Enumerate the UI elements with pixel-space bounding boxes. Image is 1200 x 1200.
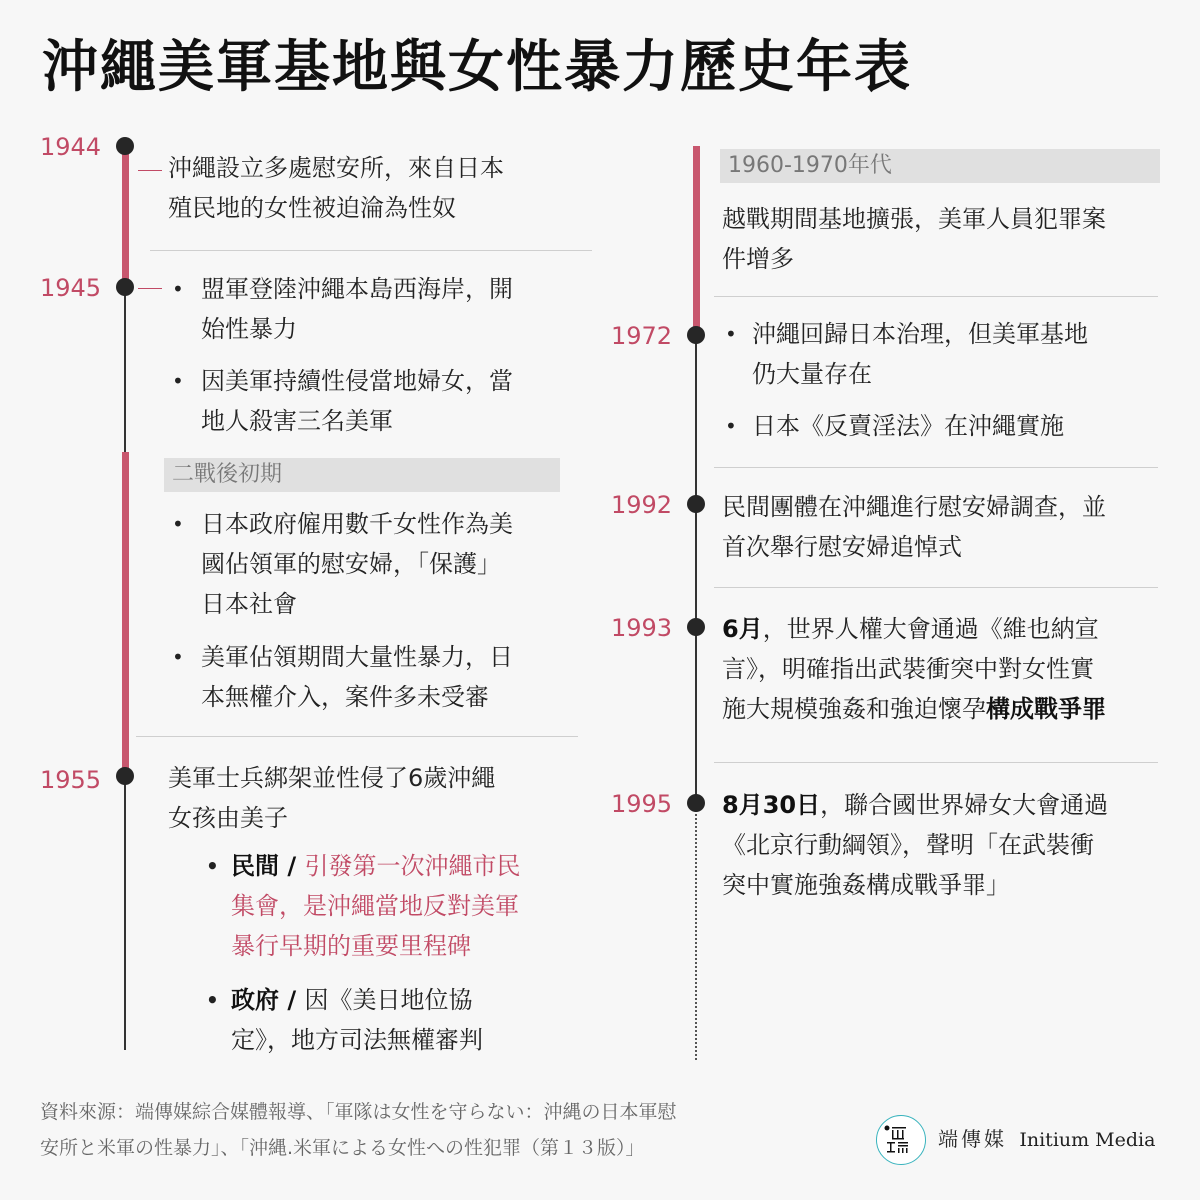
page-title: 沖繩美軍基地與女性暴力歷史年表 xyxy=(42,35,912,100)
event-1960s-text xyxy=(722,199,1106,279)
bullet-line: 仍大量存在 xyxy=(752,360,872,388)
event-1995-lead: 8月30日 xyxy=(722,791,821,819)
separator: / xyxy=(279,986,305,1014)
bullet-line: 本無權介入，案件多未受審 xyxy=(201,683,489,711)
event-1972-bullet-2 xyxy=(752,406,1064,446)
bullet-line: 盟軍登陸沖繩本島西海岸，開 xyxy=(201,275,513,303)
event-1944-text xyxy=(168,148,504,228)
year-1992: 1992 xyxy=(611,491,673,519)
connector-1944 xyxy=(138,170,162,171)
divider xyxy=(714,296,1158,297)
event-1992-text xyxy=(722,487,1106,567)
divider xyxy=(136,736,578,737)
event-1995-line: ，聯合國世界婦女大會通過 xyxy=(820,791,1109,819)
bullet-line: 因美軍持續性侵當地婦女，當 xyxy=(201,367,513,395)
source-line: 資料來源：端傳媒綜合媒體報導、「軍隊は女性を守らない：沖縄の日本軍慰 xyxy=(40,1101,677,1123)
bullet-dot: • xyxy=(172,645,184,669)
separator: / xyxy=(279,852,305,880)
year-1995: 1995 xyxy=(611,790,673,818)
timeline-dot-1993 xyxy=(687,618,705,636)
year-1993: 1993 xyxy=(611,614,673,642)
bullet-dot: • xyxy=(725,322,737,346)
bullet-dot: • xyxy=(206,854,219,878)
source-note xyxy=(40,1094,677,1166)
brand-name xyxy=(938,1124,1155,1155)
postwar-bullet-1 xyxy=(201,504,513,624)
bullet-line: 沖繩回歸日本治理，但美軍基地 xyxy=(752,320,1088,348)
year-1944: 1944 xyxy=(40,133,102,161)
bullet-line: 美軍佔領期間大量性暴力，日 xyxy=(201,643,513,671)
bullet-dot: • xyxy=(172,369,184,393)
bullet-line: 地人殺害三名美軍 xyxy=(201,407,393,435)
divider xyxy=(150,250,592,251)
civil-line: 暴行早期的重要里程碑 xyxy=(231,932,471,960)
period-label-postwar: 二戰後初期 xyxy=(164,458,560,492)
civil-line: 集會，是沖繩當地反對美軍 xyxy=(231,892,519,920)
event-1972-bullet-1 xyxy=(752,314,1088,394)
event-1955-text xyxy=(168,758,495,838)
logo-glyph-icon xyxy=(877,1116,925,1164)
event-1993-line: 施大規模強姦和強迫懷孕 xyxy=(722,695,986,723)
timeline-dot-1944 xyxy=(116,137,134,155)
civil-label: 民間 xyxy=(231,852,279,880)
brand-name-en: Initium Media xyxy=(1019,1129,1156,1151)
event-1993-line: 言》，明確指出武裝衝突中對女性實 xyxy=(722,655,1094,683)
government-line: 定》，地方司法無權審判 xyxy=(231,1026,483,1054)
event-1993-line: ，世界人權大會通過《維也納宣 xyxy=(762,615,1099,643)
event-1960s-line: 件增多 xyxy=(722,245,794,273)
event-1993-emphasis: 構成戰爭罪 xyxy=(986,695,1106,723)
right-timeline-continuation xyxy=(695,810,697,1060)
right-period-bar-1960s xyxy=(693,146,700,328)
postwar-bullet-2 xyxy=(201,637,513,717)
bullet-dot: • xyxy=(725,414,737,438)
connector-1945 xyxy=(138,288,162,289)
divider xyxy=(714,467,1158,468)
bullet-dot: • xyxy=(172,512,184,536)
timeline-dot-1995 xyxy=(687,794,705,812)
government-label: 政府 xyxy=(231,986,279,1014)
event-1955-line: 女孩由美子 xyxy=(168,804,288,832)
year-1945: 1945 xyxy=(40,274,102,302)
bullet-line: 日本《反賣淫法》在沖繩實施 xyxy=(752,412,1064,440)
year-1955: 1955 xyxy=(40,766,102,794)
bullet-dot: • xyxy=(206,988,219,1012)
event-1944-line: 殖民地的女性被迫淪為性奴 xyxy=(168,194,456,222)
bullet-line: 始性暴力 xyxy=(201,315,297,343)
event-1993-text xyxy=(722,609,1106,729)
brand-name-zh: 端傳媒 xyxy=(938,1127,1007,1151)
event-1992-line: 首次舉行慰安婦追悼式 xyxy=(722,533,962,561)
event-1995-line: 突中實施強姦構成戰爭罪」 xyxy=(722,871,1010,899)
civil-line: 引發第一次沖繩市民 xyxy=(304,852,521,880)
initium-logo-icon xyxy=(876,1115,926,1165)
event-1960s-line: 越戰期間基地擴張，美軍人員犯罪案 xyxy=(722,205,1106,233)
left-period-bar-postwar xyxy=(122,452,129,777)
timeline-dot-1955 xyxy=(116,767,134,785)
divider xyxy=(714,587,1158,588)
event-1945-bullet-2 xyxy=(201,361,513,441)
bullet-dot: • xyxy=(172,277,184,301)
event-1955-line: 美軍士兵綁架並性侵了6歲沖繩 xyxy=(168,764,496,792)
government-line: 因《美日地位協 xyxy=(304,986,473,1014)
bullet-line: 國佔領軍的慰安婦，「保護」 xyxy=(201,550,501,578)
event-1944-line: 沖繩設立多處慰安所，來自日本 xyxy=(168,154,504,182)
divider xyxy=(714,762,1158,763)
event-1955-civil xyxy=(231,846,520,966)
event-1995-line: 《北京行動綱領》，聲明「在武裝衝 xyxy=(722,831,1094,859)
timeline-dot-1945 xyxy=(116,278,134,296)
source-line: 安所と米軍の性暴力」、「沖縄.米軍による女性への性犯罪（第１３版）」 xyxy=(40,1137,645,1159)
event-1995-text xyxy=(722,785,1108,905)
timeline-dot-1972 xyxy=(687,326,705,344)
event-1992-line: 民間團體在沖繩進行慰安婦調查，並 xyxy=(722,493,1106,521)
year-1972: 1972 xyxy=(611,322,673,350)
bullet-line: 日本社會 xyxy=(201,590,297,618)
left-period-bar-1944 xyxy=(122,144,129,286)
bullet-line: 日本政府僱用數千女性作為美 xyxy=(201,510,513,538)
event-1955-government xyxy=(231,980,483,1060)
timeline-dot-1992 xyxy=(687,495,705,513)
event-1993-lead: 6月 xyxy=(722,615,763,643)
period-label-1960s: 1960-1970年代 xyxy=(720,149,1160,183)
event-1945-bullet-1 xyxy=(201,269,513,349)
